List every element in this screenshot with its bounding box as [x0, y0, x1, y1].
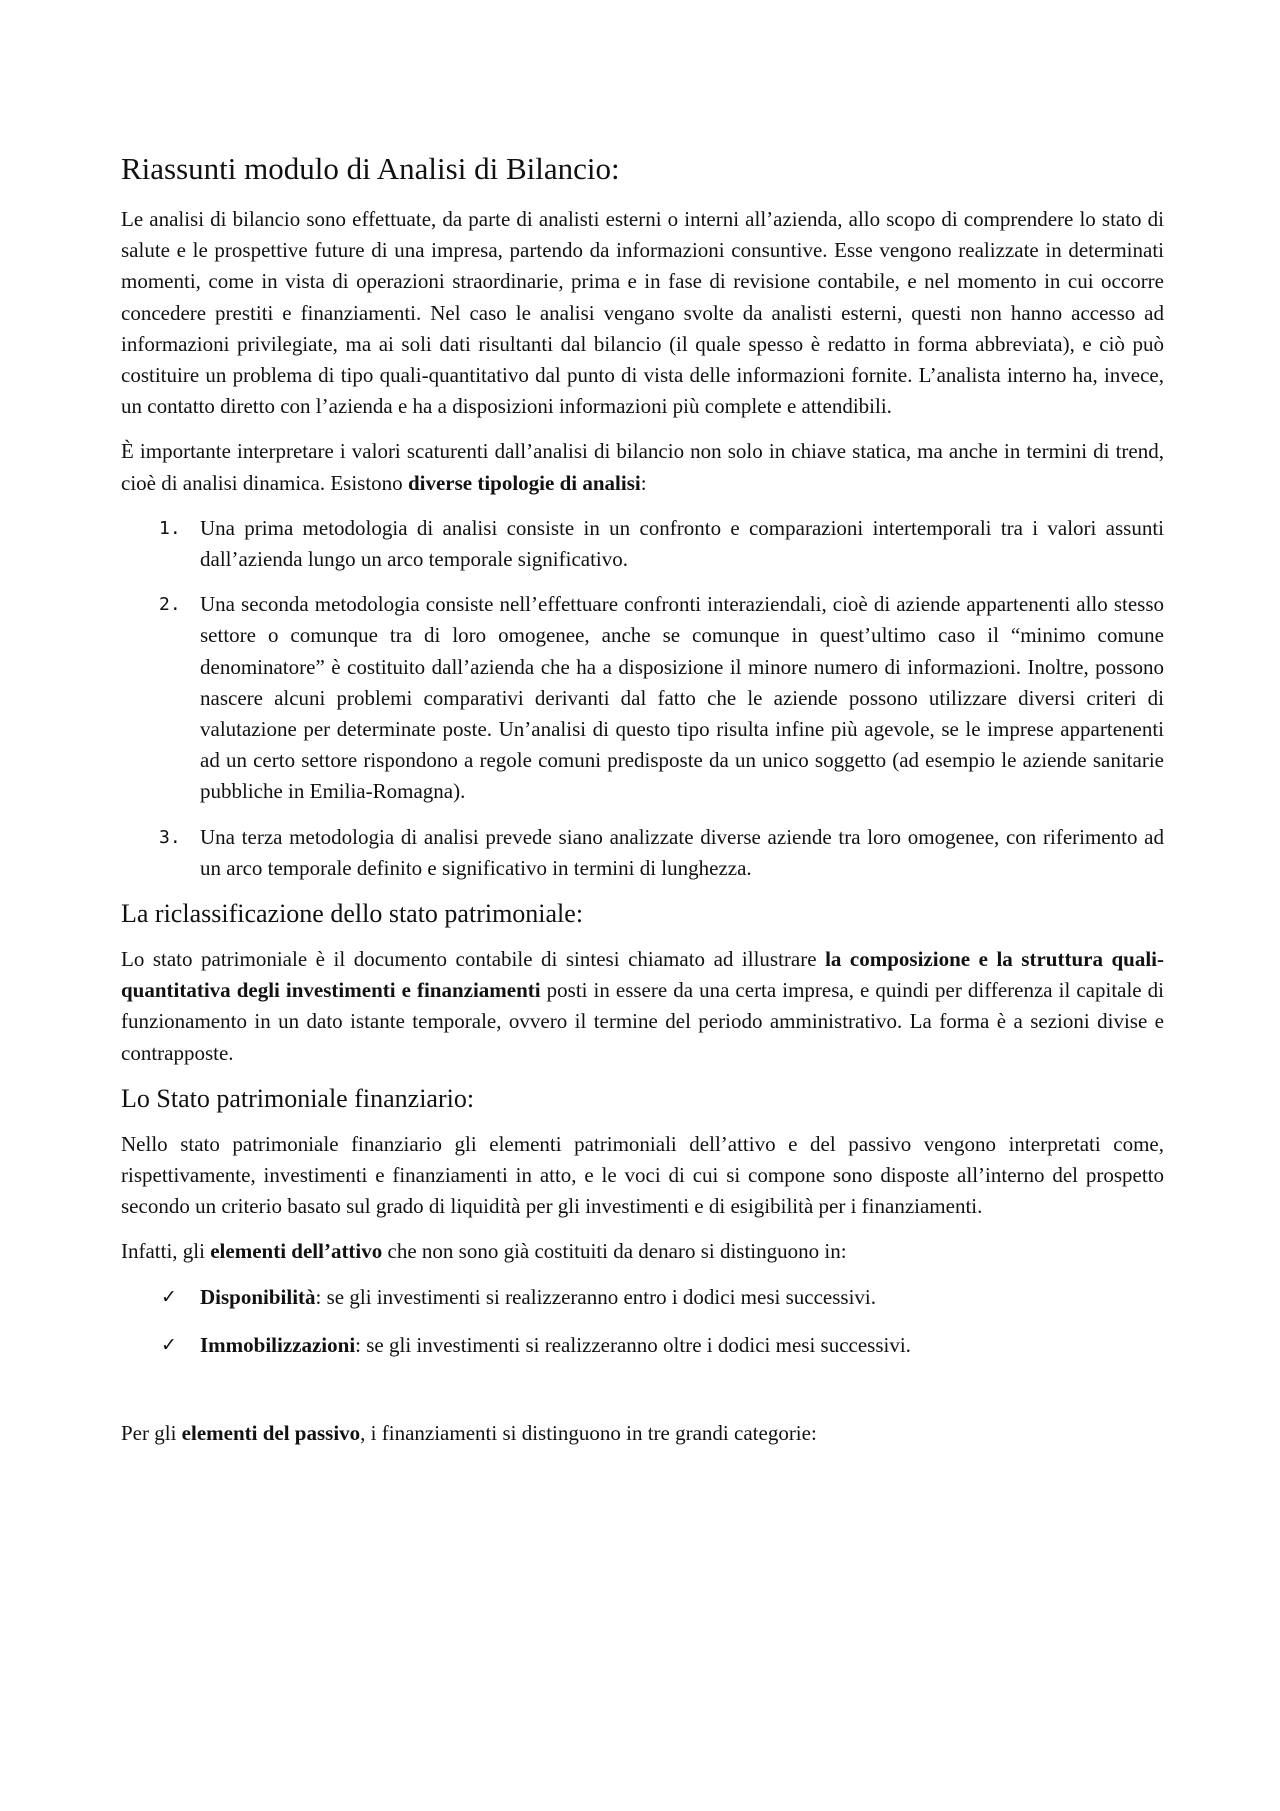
stato-patrimoniale-paragraph [121, 944, 1164, 1069]
finanziario-paragraph: Nello stato patrimoniale finanziario gli elementi patrimoniali dell’attivo e del passivo vengono interpretati come, rispettivamente, investimenti e finanziamenti in atto, e le voci di cui si compone sono disposte all’interno del prospetto secondo un criterio basato sul grado di liquidità per gli investimenti e di esigibilità per i finanziamenti. [121, 1131, 1164, 1219]
paragraph-bold: elementi dell’attivo [210, 1239, 383, 1264]
section-heading-finanziario: Lo Stato patrimoniale finanziario: [121, 1083, 475, 1113]
list-item [121, 589, 1164, 807]
document-page [121, 150, 1164, 1463]
blank-line [121, 1378, 1164, 1418]
attivo-paragraph [121, 1236, 1164, 1267]
list-item [121, 822, 1164, 884]
paragraph-text: che non sono già costituiti da denaro si distinguono in: [382, 1239, 847, 1264]
passivo-paragraph [121, 1418, 1164, 1449]
paragraph-bold: la composizione e la struttura quali-quantitativa degli investimenti e finanziamenti [121, 947, 1165, 1003]
paragraph-text: posti in essere da una certa impresa, e quindi per differenza il capitale di funzionamento in un dato istante temporale, ovvero il termine del periodo amministrativo. La forma è a sezioni divise e contrapposte. [121, 978, 1164, 1065]
list-item-text: : se gli investimenti si realizzeranno oltre i dodici mesi successivi. [355, 1332, 911, 1357]
analysis-types-bold: diverse tipologie di analisi [407, 470, 641, 495]
methods-list [121, 513, 1164, 884]
analysis-types-text: È importante interpretare i valori scaturenti dall’analisi di bilancio non solo in chiave statica, ma anche in termini di trend, cioè di analisi dinamica. Esistono [121, 439, 1164, 495]
analysis-types-colon: : [640, 470, 647, 495]
attivo-checklist [121, 1282, 1164, 1361]
paragraph-text: Per gli [121, 1421, 182, 1446]
list-item-text: Una seconda metodologia consiste nell’effettuare confronti interaziendali, cioè di aziende appartenenti allo stesso settore o comunque tra di loro omogenee, anche se comunque in quest’ultimo caso il “minimo comune denominatore” è costituito dall’azienda che ha a disposizione il minore numero di informazioni. Inoltre, possono nascere alcuni problemi comparativi derivanti dal fatto che le aziende possono utilizzare diversi criteri di valutazione per determinate poste. Un’analisi di questo tipo risulta infine più agevole, se le imprese appartenenti ad un certo settore rispondono a regole comuni predisposte da un unico soggetto (ad esempio le aziende sanitarie pubbliche in Emilia-Romagna). [200, 592, 1164, 804]
list-number: 1. [159, 517, 181, 539]
list-item [121, 513, 1164, 575]
section-heading-riclassificazione: La riclassificazione dello stato patrimoniale: [121, 899, 584, 929]
list-item-text: Una prima metodologia di analisi consiste in un confronto e comparazioni intertemporali tra i valori assunti dall’azienda lungo un arco temporale significativo. [200, 515, 1164, 572]
list-item [121, 1330, 1164, 1361]
paragraph-text: , i finanziamenti si distinguono in tre grandi categorie: [360, 1421, 817, 1446]
list-item-text: : se gli investimenti si realizzeranno entro i dodici mesi successivi. [315, 1284, 876, 1309]
paragraph-text: Infatti, gli [121, 1239, 211, 1264]
list-number: 2. [159, 594, 181, 616]
list-item-bold: Immobilizzazioni [200, 1332, 356, 1357]
list-number: 3. [159, 826, 181, 848]
document-title: Riassunti modulo di Analisi di Bilancio: [121, 151, 620, 186]
list-item-text: Una terza metodologia di analisi prevede siano analizzate diverse aziende tra loro omogenee, con riferimento ad un arco temporale definito e significativo in termini di lunghezza. [200, 824, 1164, 880]
list-item [121, 1282, 1164, 1313]
checkmark-icon: ✓ [161, 1285, 177, 1308]
intro-paragraph: Le analisi di bilancio sono effettuate, da parte di analisti esterni o interni all’azienda, allo scopo di comprendere lo stato di salute e le prospettive future di una impresa, partendo da informazioni consuntive. Esse vengono realizzate in determinati momenti, come in vista di operazioni straordinarie, prima e in fase di revisione contabile, e nel momento in cui occorre concedere prestiti e finanziamenti. Nel caso le analisi vengano svolte da analisti esterni, questi non hanno accesso ad informazioni privilegiate, ma ai soli dati risultanti dal bilancio (il quale spesso è redatto in forma abbreviata), e ciò può costituire un problema di tipo quali-quantitativo dal punto di vista delle informazioni fornite. L’analista interno ha, invece, un contatto diretto con l’azienda e ha a disposizioni informazioni più complete e attendibili. [121, 207, 1164, 419]
list-item-bold: Disponibilità [200, 1284, 316, 1309]
checkmark-icon: ✓ [161, 1333, 177, 1356]
analysis-types-paragraph [121, 436, 1164, 498]
paragraph-text: Lo stato patrimoniale è il documento contabile di sintesi chiamato ad illustrare [121, 947, 826, 972]
paragraph-bold: elementi del passivo [181, 1421, 361, 1446]
